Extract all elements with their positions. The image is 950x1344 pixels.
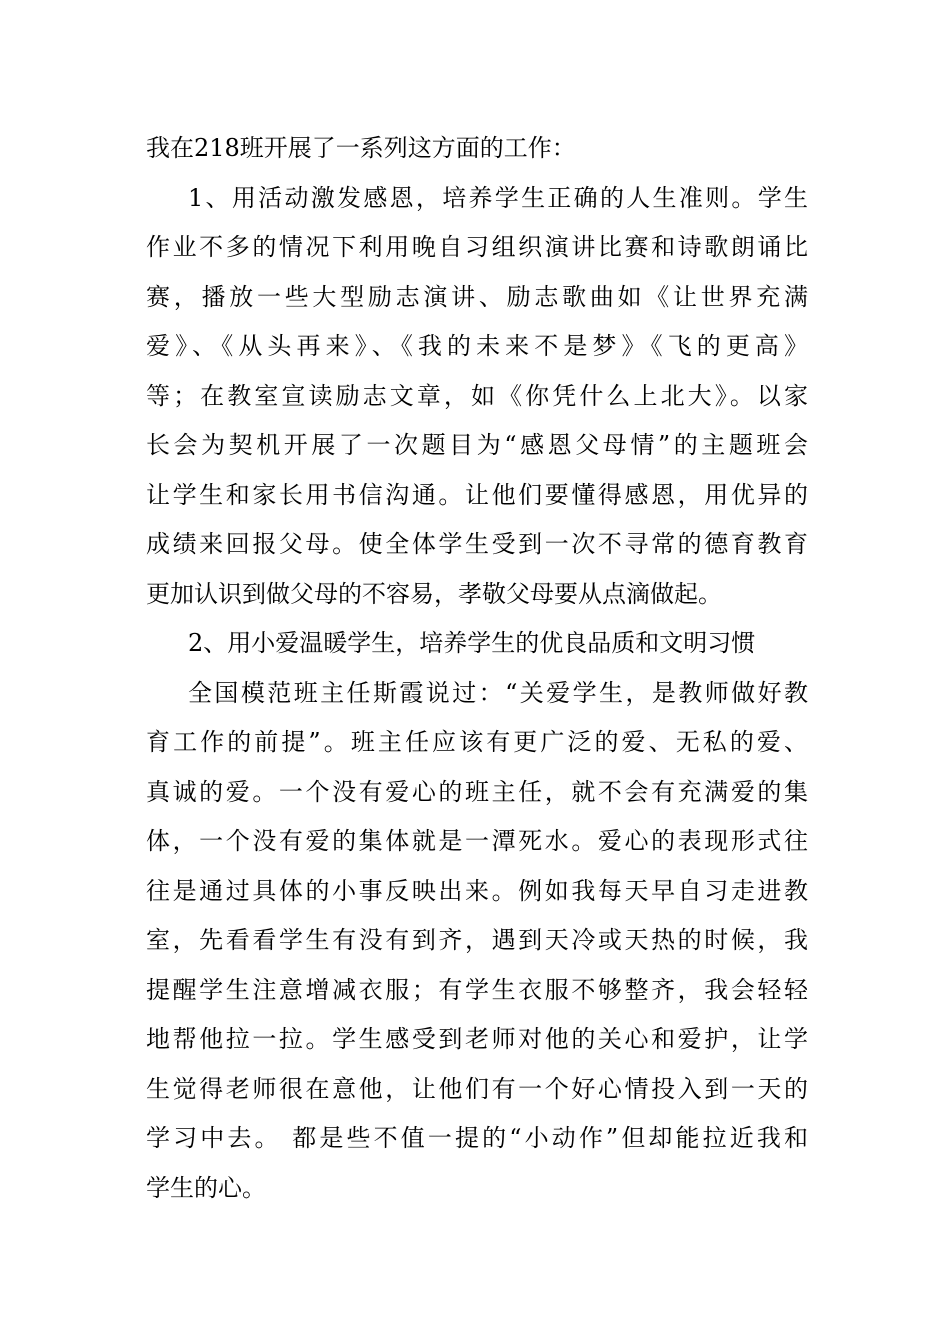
text-line: 室，先看看学生有没有到齐，遇到天冷或天热的时候，我 (146, 926, 808, 954)
text-line: 育工作的前提”。班主任应该有更广泛的爱、无私的爱、 (146, 728, 808, 756)
text-line: 提醒学生注意增减衣服；有学生衣服不够整齐，我会轻轻 (146, 975, 808, 1004)
text-line: 成绩来回报父母。使全体学生受到一次不寻常的德育教育 (146, 530, 808, 558)
list-item-heading-2: 2、用小爱温暖学生，培养学生的优良品质和文明习惯 (188, 629, 756, 657)
text-line: 真诚的爱。一个没有爱心的班主任，就不会有充满爱的集 (146, 777, 808, 806)
document-body (146, 124, 808, 1213)
text-line: 让学生和家长用书信沟通。让他们要懂得感恩，用优异的 (146, 480, 808, 509)
text-line: 体，一个没有爱的集体就是一潭死水。爱心的表现形式往 (146, 827, 808, 855)
text-line: 作业不多的情况下利用晚自习组织演讲比赛和诗歌朗诵比 (146, 233, 808, 261)
text-line: 学生的心。 (146, 1173, 266, 1202)
text-line: 等；在教室宣读励志文章，如《你凭什么上北大》。以家 (146, 381, 808, 410)
text-line: 我在218班开展了一系列这方面的工作： (146, 134, 576, 162)
text-line: 地帮他拉一拉。学生感受到老师对他的关心和爱护，让学 (146, 1025, 808, 1053)
text-line: 往是通过具体的小事反映出来。例如我每天早自习走进教 (146, 876, 808, 905)
text-line: 爱》、《从头再来》、《我的未来不是梦》《飞的更高》 (146, 332, 808, 360)
text-line: 更加认识到做父母的不容易，孝敬父母要从点滴做起。 (146, 579, 722, 608)
list-item-heading-1: 1、用活动激发感恩，培养学生正确的人生准则。学生 (188, 183, 808, 212)
text-line: 学习中去。 都是些不值一提的“小动作”但却能拉近我和 (146, 1124, 808, 1152)
text-line: 长会为契机开展了一次题目为“感恩父母情”的主题班会 (146, 431, 808, 459)
paragraph-start: 全国模范班主任斯霞说过：“关爱学生，是教师做好教 (188, 678, 808, 707)
text-line: 赛，播放一些大型励志演讲、励志歌曲如《让世界充满 (146, 282, 808, 311)
text-line: 生觉得老师很在意他，让他们有一个好心情投入到一天的 (146, 1074, 808, 1103)
